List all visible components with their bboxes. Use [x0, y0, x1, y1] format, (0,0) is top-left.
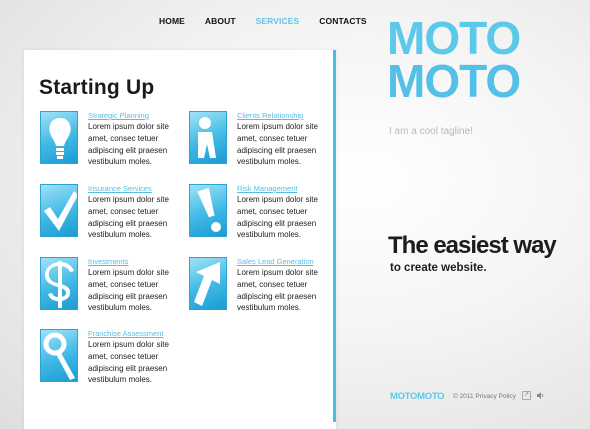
- hero-headline: The easiest way: [388, 232, 556, 259]
- service-title[interactable]: Clients Relationship: [237, 111, 304, 120]
- exclamation-icon: [189, 184, 227, 237]
- service-title[interactable]: Franchise Assessment: [88, 329, 164, 338]
- hero-subheadline: to create website.: [390, 262, 487, 274]
- service-title[interactable]: Investments: [88, 257, 129, 266]
- service-description: Lorem ipsum dolor site amet, consec tetuer adipiscing elit praesen vestibulum moles.: [88, 340, 169, 385]
- service-description: Lorem ipsum dolor site amet, consec tetuer adipiscing elit praesen vestibulum moles.: [88, 195, 169, 240]
- page-title: Starting Up: [39, 76, 155, 99]
- footer-logo[interactable]: MOTOMOTO: [390, 391, 445, 402]
- service-description: Lorem ipsum dolor site amet, consec tetuer adipiscing elit praesen vestibulum moles.: [88, 268, 169, 313]
- service-title[interactable]: Risk Management: [237, 184, 298, 193]
- nav-services[interactable]: SERVICES: [255, 16, 300, 26]
- share-box-icon[interactable]: ↗: [523, 392, 530, 398]
- lightbulb-icon: [40, 111, 78, 164]
- dollar-icon: [40, 257, 78, 310]
- site-logo[interactable]: [387, 12, 521, 107]
- logo-line-1: MOTO: [387, 12, 521, 64]
- service-title[interactable]: Sales Lead Generation: [237, 257, 314, 266]
- nav-home[interactable]: HOME: [159, 16, 185, 26]
- service-description: Lorem ipsum dolor site amet, consec tetuer adipiscing elit praesen vestibulum moles.: [88, 122, 169, 167]
- tagline: I am a cool tagline!: [389, 126, 473, 137]
- person-icon: [189, 111, 227, 164]
- nav-contacts[interactable]: CONTACTS: [319, 16, 367, 26]
- service-description: Lorem ipsum dolor site amet, consec tetuer adipiscing elit praesen vestibulum moles.: [237, 122, 318, 167]
- checkmark-icon: [40, 184, 78, 237]
- service-investments: [40, 257, 190, 317]
- arrow-up-icon: [189, 257, 227, 310]
- logo-line-2: MOTO: [387, 55, 521, 107]
- footer-copyright[interactable]: © 2011 Privacy Policy: [453, 393, 516, 400]
- service-title[interactable]: Strategic Planning: [88, 111, 149, 120]
- service-clients-relationship: [189, 111, 339, 171]
- magnifier-icon: [40, 329, 78, 382]
- service-title[interactable]: Insurance Services: [88, 184, 152, 193]
- service-description: Lorem ipsum dolor site amet, consec tetuer adipiscing elit praesen vestibulum moles.: [237, 268, 318, 313]
- nav-about[interactable]: ABOUT: [204, 16, 236, 26]
- speaker-icon[interactable]: [536, 391, 545, 400]
- service-franchise-assessment: [40, 329, 190, 389]
- service-description: Lorem ipsum dolor site amet, consec tetuer adipiscing elit praesen vestibulum moles.: [237, 195, 318, 240]
- service-sales-lead-generation: [189, 257, 339, 317]
- main-nav: [159, 15, 387, 27]
- service-strategic-planning: [40, 111, 190, 171]
- service-insurance-services: [40, 184, 190, 244]
- service-risk-management: [189, 184, 339, 244]
